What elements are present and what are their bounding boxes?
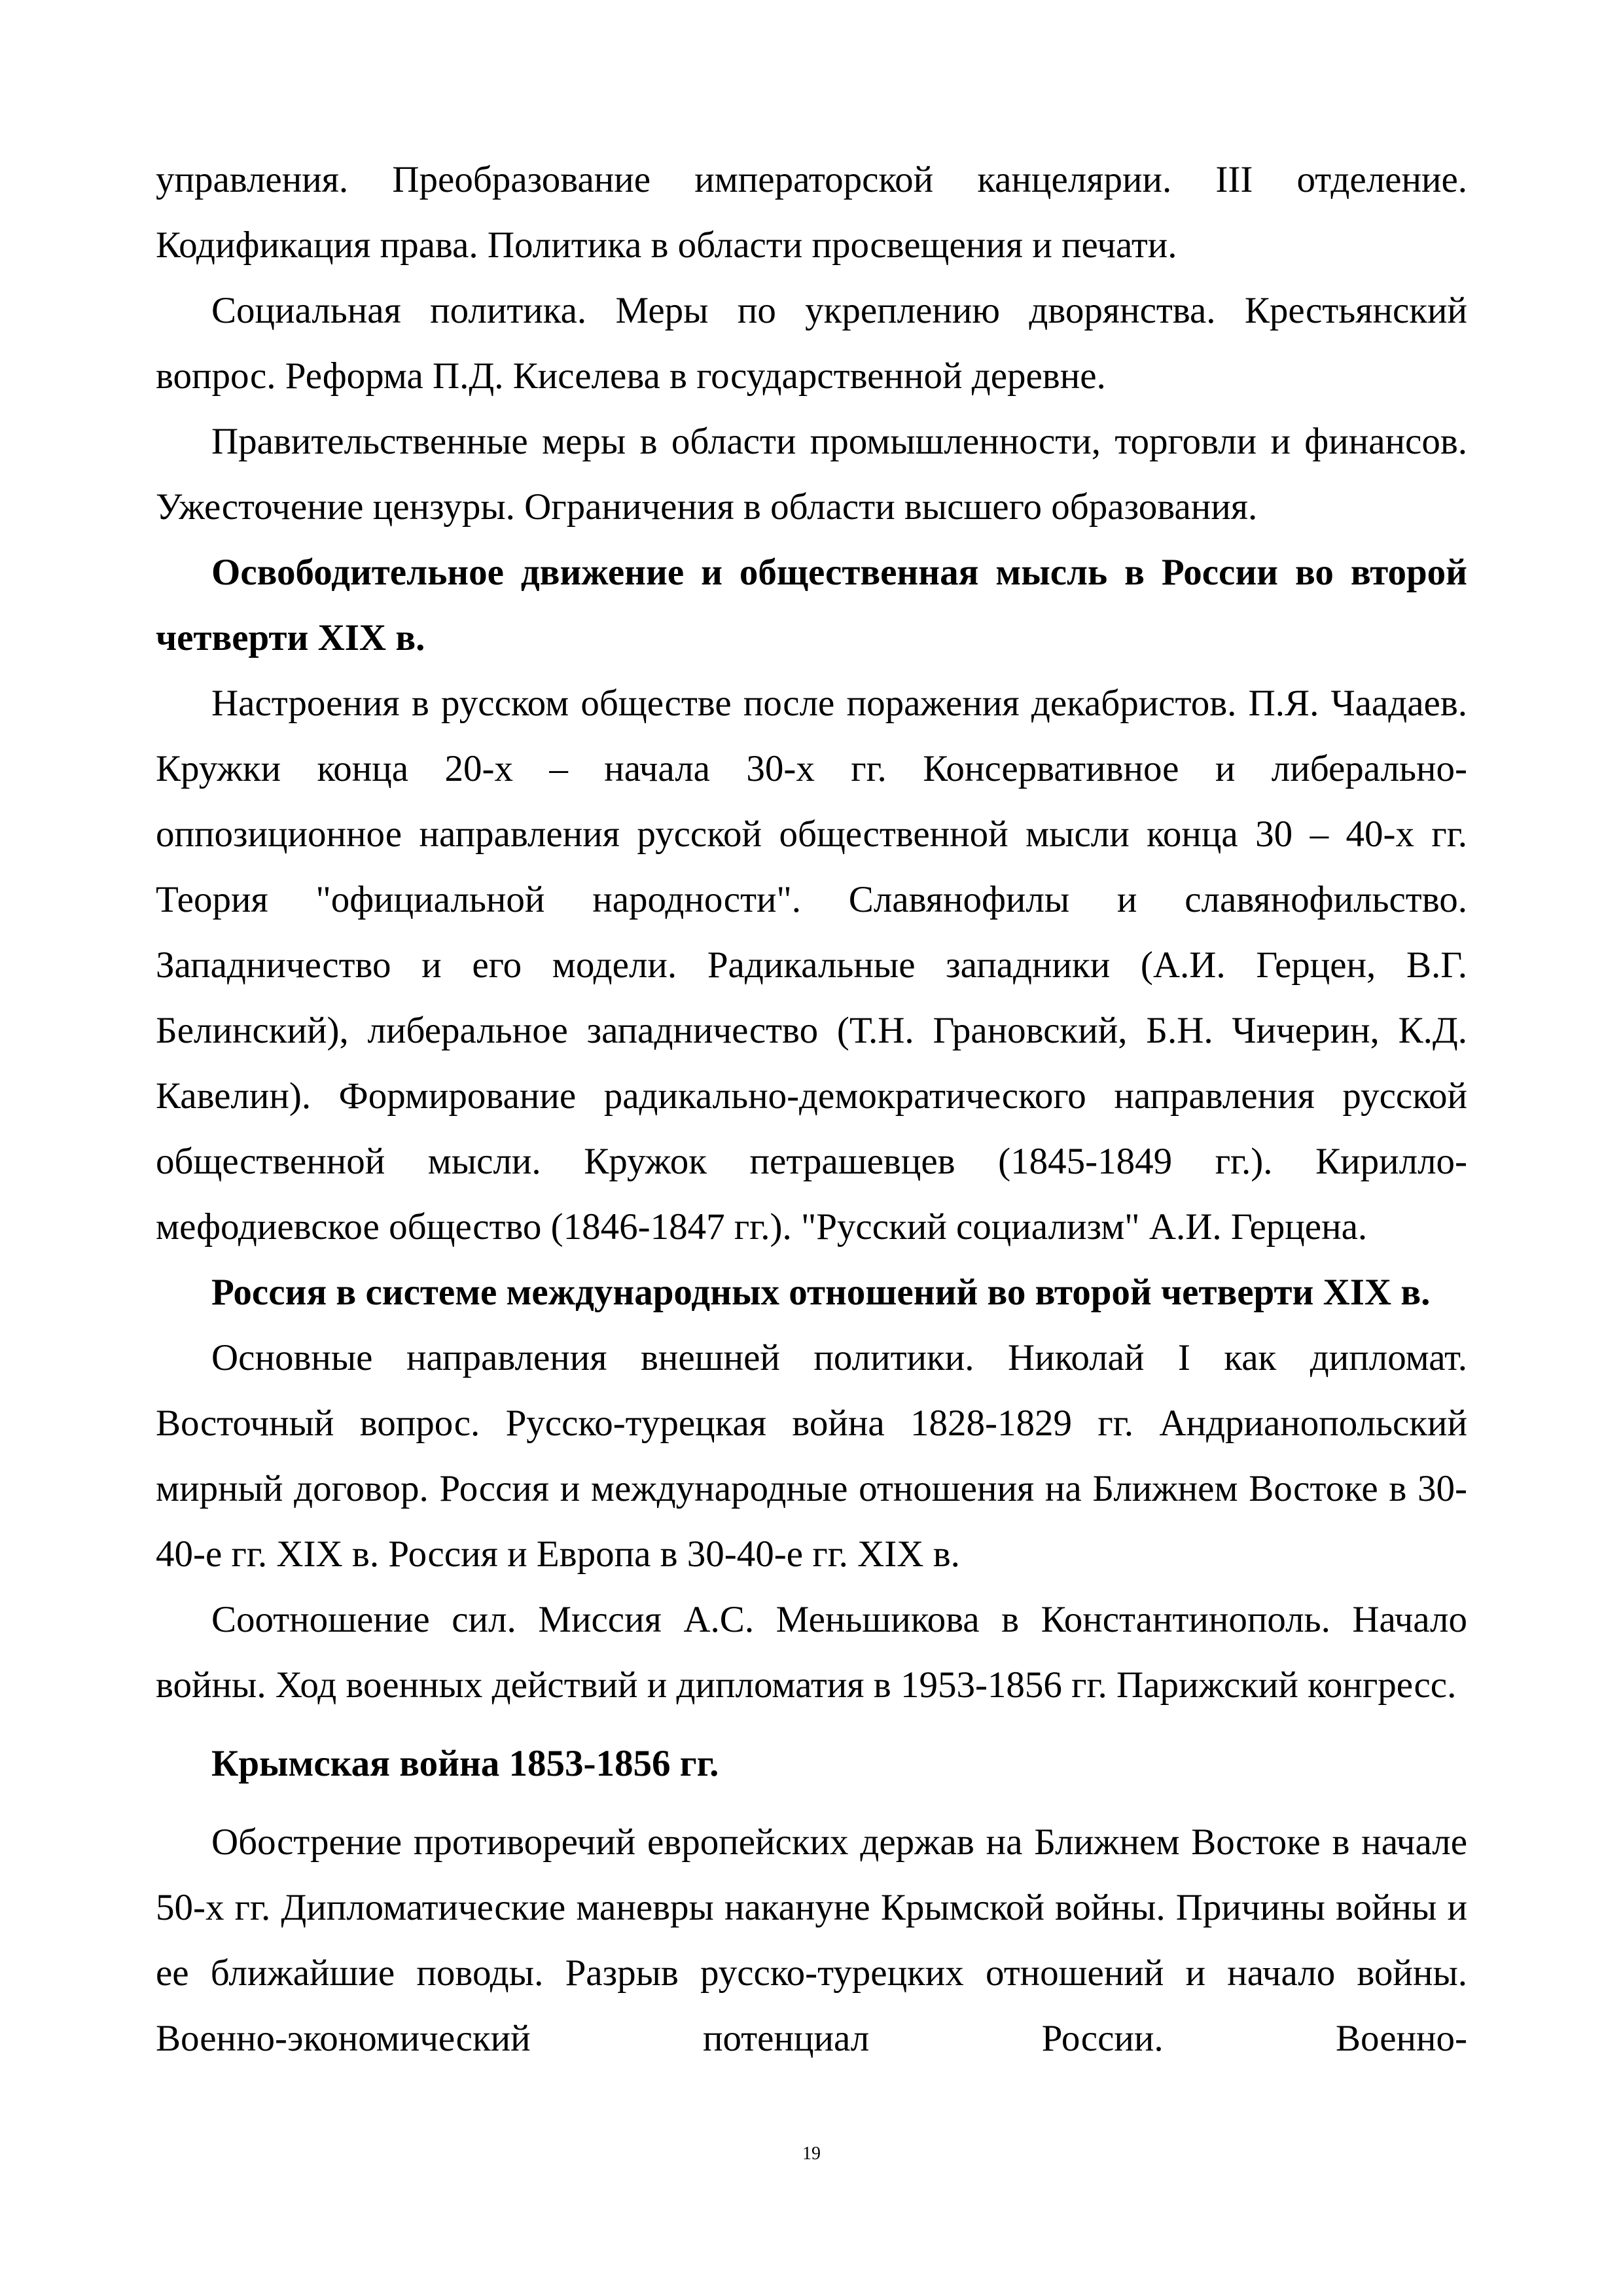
paragraph: Настроения в русском обществе после поражения декабристов. П.Я. Чаадаев. Кружки конца 20-х – начала 30-х гг. Консервативное и либерально-оппозиционное направления русской общественной мысли конца 30 – 40-х гг. Теория "официальной народности". Славянофилы и славянофильство. Западничество и его модели. Радикальные западники (А.И. Герцен, В.Г. Белинский), либеральное западничество (Т.Н. Грановский, Б.Н. Чичерин, К.Д. Кавелин). Формирование радикально-демократического направления русской общественной мысли. Кружок петрашевцев (1845-1849 гг.). Кирилло-мефодиевское общество (1846-1847 гг.). "Русский социализм" А.И. Герцена. xyxy=(156,683,1467,1247)
section-heading: Крымская война 1853-1856 гг. xyxy=(211,1743,719,1784)
paragraph: Соотношение сил. Миссия А.С. Меньшикова в Константинополь. Начало войны. Ход военных действий и дипломатия в 1953-1856 гг. Парижский конгресс. xyxy=(156,1599,1467,1706)
paragraph: Социальная политика. Меры по укреплению дворянства. Крестьянский вопрос. Реформа П.Д. Киселева в государственной деревне. xyxy=(156,290,1467,397)
paragraph: управления. Преобразование императорской канцелярии. III отделение. Кодификация права. Политика в области просвещения и печати. xyxy=(156,159,1467,266)
section-heading: Россия в системе международных отношений во второй четверти XIX в. xyxy=(211,1272,1431,1313)
page-number: 19 xyxy=(802,2144,821,2164)
paragraph: Правительственные меры в области промышленности, торговли и финансов. Ужесточение цензуры. Ограничения в области высшего образования. xyxy=(156,421,1467,528)
paragraph: Обострение противоречий европейских держав на Ближнем Востоке в начале 50-х гг. Дипломатические маневры накануне Крымской войны. Причины войны и ее ближайшие поводы. Разрыв русско-турецких отношений и начало войны. Военно-экономический потенциал России. Военно- xyxy=(156,1821,1467,2059)
document-page xyxy=(156,147,1467,2072)
paragraph: Основные направления внешней политики. Николай I как дипломат. Восточный вопрос. Русско-турецкая война 1828-1829 гг. Андрианопольский мирный договор. Россия и международные отношения на Ближнем Востоке в 30-40-е гг. XIX в. Россия и Европа в 30-40-е гг. XIX в. xyxy=(156,1337,1467,1575)
section-heading: Освободительное движение и общественная мысль в России во второй четверти XIX в. xyxy=(156,552,1467,658)
